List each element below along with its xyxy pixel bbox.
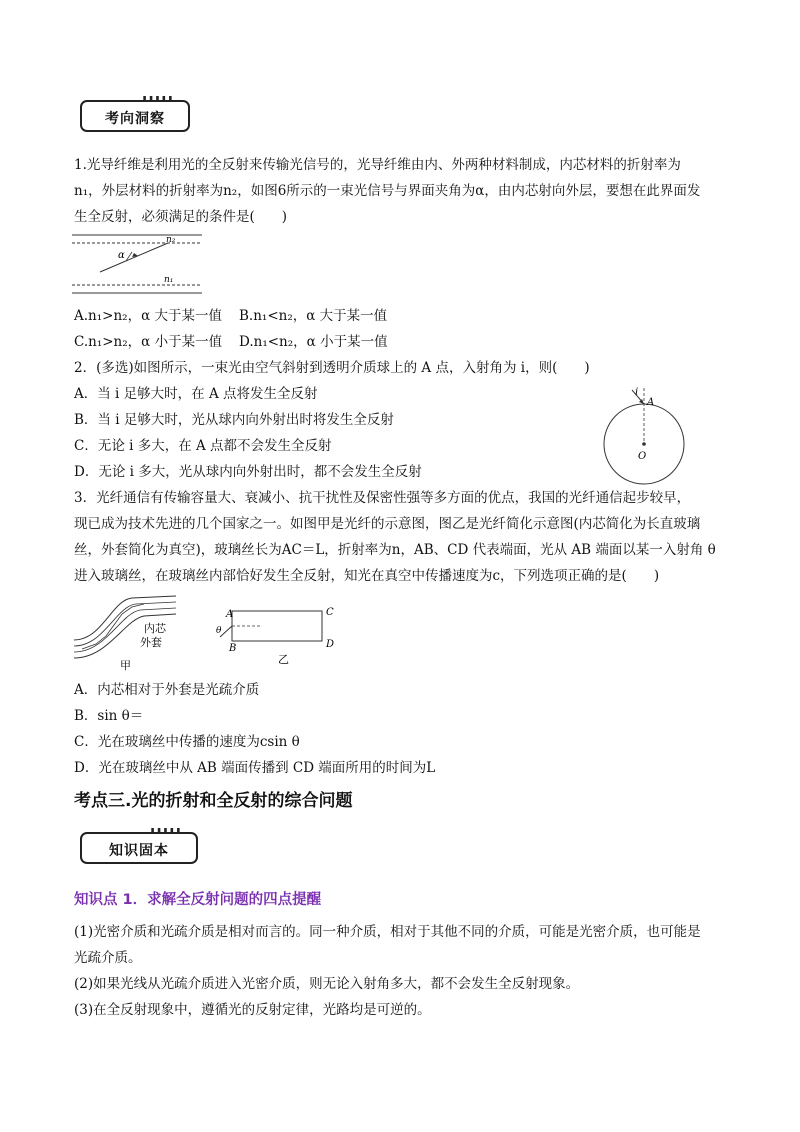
q3-option-b: B．sin θ＝ bbox=[74, 708, 144, 724]
section-badge-kaoxiang bbox=[80, 94, 190, 132]
q2-o-label: O bbox=[638, 451, 647, 462]
badge-dots: ▮▮▮▮▮ bbox=[141, 94, 174, 104]
q1-figure bbox=[70, 232, 210, 298]
q1-line3: 生全反射，必须满足的条件是( ) bbox=[74, 209, 288, 225]
q2-a-label: A bbox=[647, 397, 655, 408]
q1-n2-label: n₂ bbox=[166, 235, 176, 245]
q2-option-c: C．无论 i 多大，在 A 点都不会发生全反射 bbox=[74, 438, 332, 454]
q2-option-a: A．当 i 足够大时，在 A 点将发生全反射 bbox=[74, 386, 318, 402]
badge-dots: ▮▮▮▮▮ bbox=[149, 826, 182, 836]
q3-line2: 现已成为技术先进的几个国家之一。如图甲是光纤的示意图，图乙是光纤简化示意图(内芯简化为长直玻璃 bbox=[74, 516, 701, 532]
q3-option-c: C．光在玻璃丝中传播的速度为csin θ bbox=[74, 734, 300, 750]
q3-waitao-label: 外套 bbox=[140, 636, 162, 649]
q1-n1-label: n₁ bbox=[164, 275, 174, 285]
knowledge-point-title: 知识点 1．求解全反射问题的四点提醒 bbox=[74, 892, 322, 908]
q2-option-d: D．无论 i 多大，光从球内向外射出时，都不会发生全反射 bbox=[74, 464, 422, 480]
q3-option-d: D．光在玻璃丝中从 AB 端面传播到 CD 端面所用的时间为L bbox=[74, 760, 436, 776]
kp1-paragraph1-line2: 光疏介质。 bbox=[74, 950, 142, 966]
q3-line4: 进入玻璃丝，在玻璃丝内部恰好发生全反射，知光在真空中传播速度为c，下列选项正确的是( ) bbox=[74, 568, 660, 584]
q2-line1: 2．(多选)如图所示，一束光由空气斜射到透明介质球上的 A 点，入射角为 i，则( ) bbox=[74, 360, 590, 376]
q1-option-a: A.n₁>n₂，α 大于某一值 bbox=[74, 308, 222, 324]
q3-label-d: D bbox=[326, 639, 335, 650]
q3-line3: 丝，外套简化为真空)，玻璃丝长为AC＝L，折射率为n，AB、CD 代表端面，光从 AB 端面以某一入射角 θ bbox=[74, 542, 716, 558]
q3-label-theta: θ bbox=[216, 626, 222, 636]
q1-line1: 1.光导纤维是利用光的全反射来传输光信号的，光导纤维由内、外两种材料制成，内芯材料的折射率为 bbox=[74, 157, 681, 173]
q1-option-c: C.n₁>n₂，α 小于某一值 bbox=[74, 334, 223, 350]
q1-option-d: D.n₁<n₂，α 小于某一值 bbox=[239, 334, 388, 350]
q3-label-b: B bbox=[229, 643, 237, 654]
q3-line1: 3．光纤通信有传输容量大、衰减小、抗干扰性及保密性强等多方面的优点，我国的光纤通信起步较早， bbox=[74, 490, 691, 506]
section-badge-zhishi bbox=[80, 826, 198, 864]
q3-caption-jia: 甲 bbox=[120, 659, 131, 672]
q3-option-a: A．内芯相对于外套是光疏介质 bbox=[74, 682, 260, 698]
q3-fiber-figure-b bbox=[212, 605, 342, 667]
q1-option-b: B.n₁<n₂，α 大于某一值 bbox=[239, 308, 388, 324]
q3-fiber-figure-a bbox=[72, 592, 182, 672]
badge-label: 知识固本 bbox=[109, 843, 169, 859]
q3-caption-yi: 乙 bbox=[278, 653, 289, 666]
q3-neixin-label: 内芯 bbox=[144, 622, 166, 635]
q2-i-label: i bbox=[635, 387, 639, 398]
section-heading: 考点三.光的折射和全反射的综合问题 bbox=[74, 791, 353, 811]
q3-label-c: C bbox=[326, 607, 334, 618]
q2-option-b: B．当 i 足够大时，光从球内向外射出时将发生全反射 bbox=[74, 412, 394, 428]
q1-line2: n₁，外层材料的折射率为n₂，如图6所示的一束光信号与界面夹角为α，由内芯射向外层，要想在此界面发 bbox=[74, 183, 701, 199]
kp1-paragraph3: (3)在全反射现象中，遵循光的反射定律，光路均是可逆的。 bbox=[74, 1002, 431, 1018]
kp1-paragraph2: (2)如果光线从光疏介质进入光密介质，则无论入射角多大，都不会发生全反射现象。 bbox=[74, 976, 580, 992]
q1-alpha-label: α bbox=[118, 250, 125, 261]
badge-label: 考向洞察 bbox=[105, 111, 165, 127]
q2-sphere-figure bbox=[598, 384, 690, 488]
q3-label-a: A bbox=[226, 609, 234, 620]
kp1-paragraph1-line1: (1)光密介质和光疏介质是相对而言的。同一种介质，相对于其他不同的介质，可能是光密介质，也可能是 bbox=[74, 924, 701, 940]
